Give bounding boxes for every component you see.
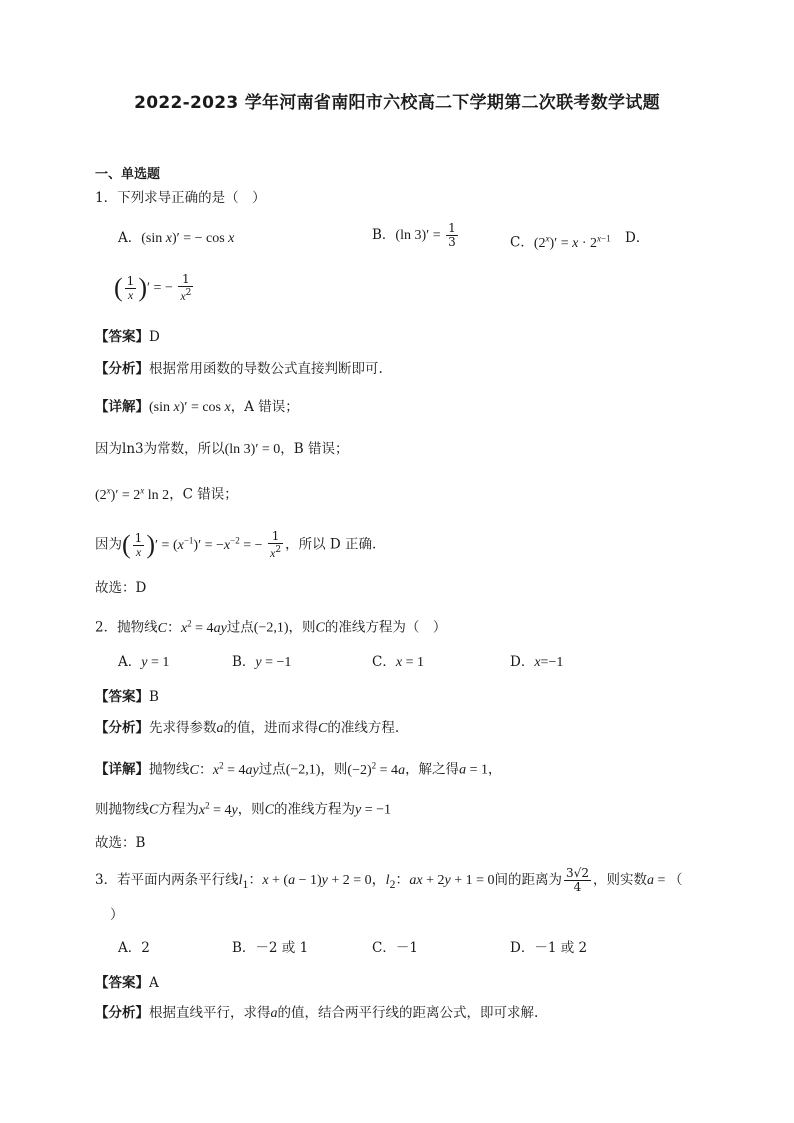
q2-analysis: 【分析】先求得参数a的值，进而求得C的准线方程.	[95, 720, 400, 736]
q1-option-d: ( $\frac{1}{x}$ )′ = − $\frac{1}{x^2}$	[114, 272, 192, 303]
section-heading: 一、单选题	[95, 167, 161, 182]
q3-option-a: A．2	[118, 940, 150, 956]
q1-detail-line1: 【详解】(sin x)′ = cos x，A 错误；	[95, 399, 299, 415]
q1-option-a: A．(sin x)′ = − cos x	[118, 230, 235, 246]
q2-option-c: C．x = 1	[372, 654, 424, 670]
q3-stem-line2: ）	[110, 907, 124, 923]
q1-detail-line4: 因为( $\frac{1}{x}$ )′ = $(x^{-1})' = -x^{-2}$ = − $\frac{1}{x^2}$ ，所以 D 正确.	[95, 529, 377, 561]
q3-option-c: C．－1	[372, 940, 418, 956]
q1-option-d-label: D．	[625, 230, 650, 246]
q2-option-d: D．x=−1	[510, 654, 564, 670]
q2-stem: 2．抛物线C：$x^2 = 4ay$过点(−2,1)，则C的准线方程为（ ）	[95, 618, 447, 636]
q3-analysis: 【分析】根据直线平行，求得a的值，结合两平行线的距离公式，即可求解.	[95, 1005, 539, 1021]
q2-choose: 故选：B	[95, 835, 146, 851]
q3-answer: 【答案】A	[95, 975, 159, 991]
q1-choose: 故选：D	[95, 580, 147, 596]
q1-analysis: 【分析】根据常用函数的导数公式直接判断即可.	[95, 361, 383, 377]
q2-option-b: B．y = −1	[232, 654, 292, 670]
q2-answer: 【答案】B	[95, 689, 159, 705]
q3-stem-line1: 3．若平面内两条平行线$l_1$：x + (a − 1)y + 2 = 0，$l_2$：ax + 2y + 1 = 0间的距离为 $\frac{3√2}{4}$ ，则实数a = （	[95, 866, 683, 894]
q1-option-b: B．(ln 3)′ = $\frac{1}{3}$	[372, 221, 456, 249]
page-title: 2022-2023 学年河南省南阳市六校高二下学期第二次联考数学试题	[134, 93, 660, 113]
q1-answer: 【答案】D	[95, 329, 160, 345]
q1-detail-line2: 因为ln3为常数，所以(ln 3)′ = 0，B 错误；	[95, 441, 349, 457]
q1-detail-line3: $(2^x)' = 2^x$ ln 2，C 错误；	[95, 485, 238, 503]
q2-option-a: A．y = 1	[118, 654, 170, 670]
q1-stem: 1．下列求导正确的是（ ）	[95, 190, 266, 206]
q2-detail-line1: 【详解】抛物线C：$x^2 = 4ay$过点(−2,1)，则$(-2)^2 = 4a$，解之得a = 1，	[95, 760, 502, 778]
q3-option-d: D．－1 或 2	[510, 940, 588, 956]
q1-option-c: C．$(2^x)' = x \cdot 2^{x-1}$	[510, 233, 611, 251]
q2-detail-line2: 则抛物线C方程为$x^2 = 4y$，则C的准线方程为y = −1	[95, 800, 392, 818]
q3-option-b: B．－2 或 1	[232, 940, 309, 956]
